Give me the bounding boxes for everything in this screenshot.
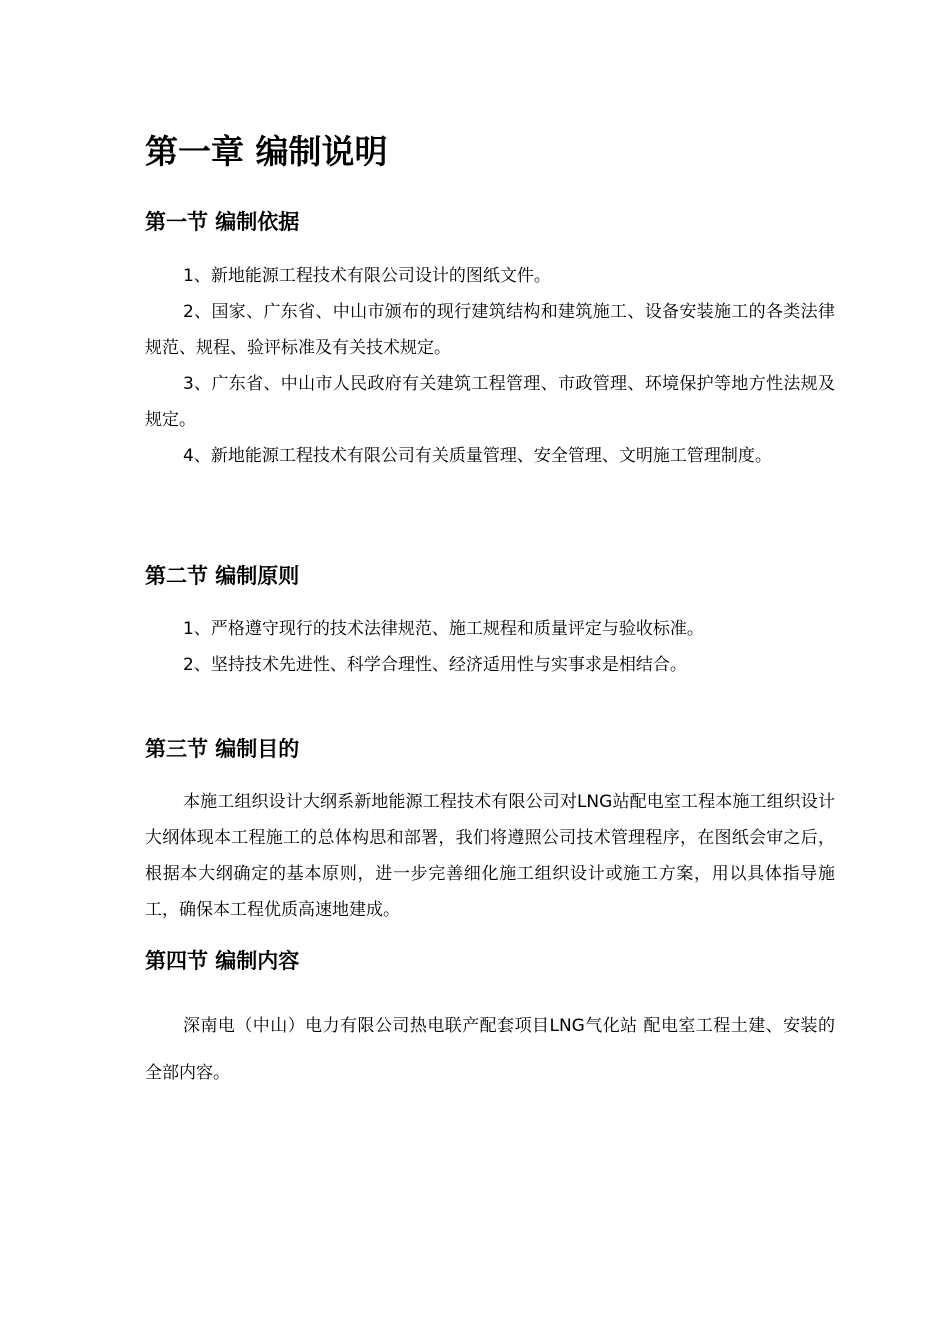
paragraph: 3、广东省、中山市人民政府有关建筑工程管理、市政管理、环境保护等地方性法规及规定。 — [145, 374, 835, 430]
section-title-principles: 第二节 编制原则 — [145, 564, 300, 588]
section-title-content: 第四节 编制内容 — [145, 949, 300, 973]
paragraph: 2、坚持技术先进性、科学合理性、经济适用性与实事求是相结合。 — [183, 655, 687, 675]
paragraph: 1、严格遵守现行的技术法律规范、施工规程和质量评定与验收标准。 — [183, 619, 704, 639]
section-title-purpose: 第三节 编制目的 — [145, 737, 300, 761]
paragraph: 2、国家、广东省、中山市颁布的现行建筑结构和建筑施工、设备安装施工的各类法律规范、规程、验评标准及有关技术规定。 — [145, 302, 835, 358]
paragraph: 1、新地能源工程技术有限公司设计的图纸文件。 — [183, 266, 551, 286]
paragraph: 4、新地能源工程技术有限公司有关质量管理、安全管理、文明施工管理制度。 — [183, 446, 772, 466]
section-title-basis: 第一节 编制依据 — [145, 210, 300, 234]
paragraph: 深南电（中山）电力有限公司热电联产配套项目LNG气化站 配电室工程土建、安装的全部内容。 — [145, 1016, 835, 1083]
paragraph: 本施工组织设计大纲系新地能源工程技术有限公司对LNG站配电室工程本施工组织设计大纲体现本工程施工的总体构思和部署，我们将遵照公司技术管理程序，在图纸会审之后，根据本大纲确定的基本原则，进一步完善细化施工组织设计或施工方案，用以具体指导施工，确保本工程优质高速地建成。 — [145, 792, 835, 920]
chapter-title: 第一章 编制说明 — [145, 132, 388, 171]
